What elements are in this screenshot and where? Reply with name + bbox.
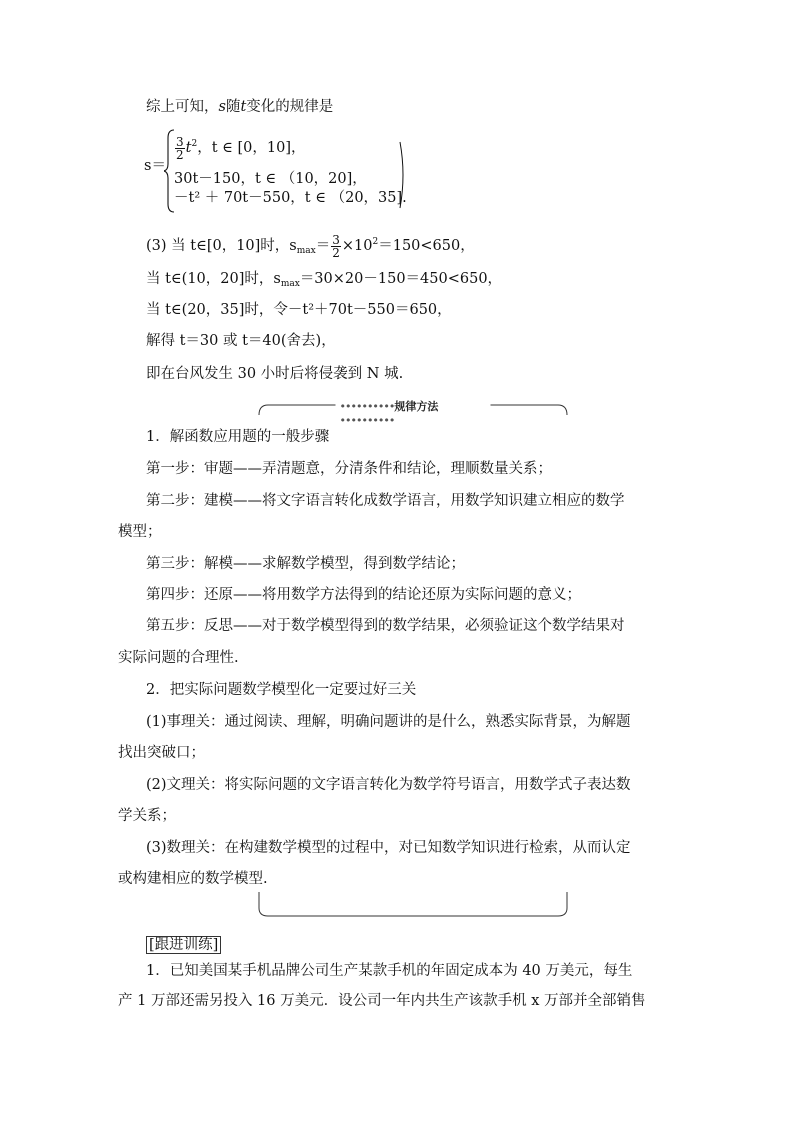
- sol1-frac-num: 3: [332, 232, 340, 247]
- tag-dots-left: ••••••••••: [339, 400, 395, 413]
- method-pass-1b: 找出突破口；: [118, 745, 205, 761]
- method-pass-2a: (2)文理关：将实际问题的文字语言转化为数学符号语言，用数学式子表达数: [146, 777, 631, 793]
- sol1-d: ＝150<650，: [378, 238, 475, 254]
- method-box-tag: [336, 398, 491, 427]
- sol1-fraction: [331, 234, 341, 259]
- solution-line-5: 即在台风发生 30 小时后将侵袭到 N 城.: [146, 366, 404, 382]
- method-box-bottom-border: [258, 890, 568, 918]
- intro-var-t: t: [240, 99, 247, 115]
- sol1-c: ×10: [341, 238, 373, 254]
- solution-line-2: [146, 269, 502, 294]
- sol1-sub: max: [296, 246, 316, 256]
- sol2-sub: max: [280, 279, 300, 289]
- piecewise-frac-num: 3: [176, 134, 184, 149]
- intro-line: [146, 97, 333, 117]
- piecewise-cond-1: ，t ∈ [0，10]，: [197, 140, 306, 156]
- sol1-exp: 2: [372, 237, 379, 247]
- intro-var-s: s: [218, 99, 226, 115]
- sol2-a: 当 t∈(10，20]时，s: [146, 271, 281, 287]
- method-pass-1a: (1)事理关：通过阅读、理解，明确问题讲的是什么，熟悉实际背景，为解题: [146, 714, 631, 730]
- solution-line-4: 解得 t＝30 或 t＝40(舍去)，: [146, 333, 336, 349]
- intro-text-a: 综上可知，: [146, 99, 219, 115]
- method-pass-2b: 学关系；: [118, 808, 176, 824]
- method-step-5b: 实际问题的合理性.: [118, 650, 239, 666]
- piecewise-fraction: [175, 136, 185, 161]
- piecewise-lhs: s＝: [144, 158, 166, 174]
- method-step-4: 第四步：还原——将用数学方法得到的结论还原为实际问题的意义；: [146, 587, 581, 603]
- piecewise-var-t: t: [185, 140, 192, 156]
- piecewise-row-3: －t² ＋ 70t－550，t ∈ （20，35].: [174, 190, 407, 206]
- practice-tag: [146, 935, 221, 955]
- method-box-tag-label: 规律方法: [394, 400, 439, 413]
- sol1-a: (3) 当 t∈[0，10]时，s: [146, 238, 297, 254]
- method-step-5a: 第五步：反思——对于数学模型得到的数学结果，必须验证这个数学结果对: [146, 618, 625, 634]
- method-pass-3b: 或构建相应的数学模型.: [118, 871, 268, 887]
- method-step-2b: 模型；: [118, 524, 162, 540]
- solution-line-3: 当 t∈(20，35]时，令－t²＋70t－550＝650，: [146, 302, 452, 318]
- sol1-frac-den: 2: [332, 245, 340, 260]
- practice-tag-label: [跟进训练]: [146, 936, 221, 954]
- method-box-bottom: [258, 890, 568, 918]
- method-heading-2: 2．把实际问题数学模型化一定要过好三关: [146, 682, 417, 698]
- piecewise-frac-den: 2: [176, 147, 184, 162]
- solution-line-1: [146, 232, 475, 261]
- method-heading-1: 1．解函数应用题的一般步骤: [146, 429, 330, 445]
- method-step-3: 第三步：解模——求解数学模型，得到数学结论；: [146, 556, 465, 572]
- piecewise-exp: 2: [191, 139, 198, 149]
- method-step-2a: 第二步：建模——将文字语言转化成数学语言，用数学知识建立相应的数学: [146, 493, 625, 509]
- piecewise-row-2: 30t－150，t ∈ （10，20]，: [174, 171, 367, 187]
- method-box-top: [258, 400, 568, 427]
- practice-q1-line-1: 1．已知美国某手机品牌公司生产某款手机的年固定成本为 40 万美元，每生: [146, 963, 633, 979]
- sol1-b: ＝: [315, 238, 331, 254]
- tag-dots-right: ••••••••••: [339, 414, 395, 427]
- sol2-b: ＝30×20－150＝450<650，: [299, 271, 503, 287]
- method-pass-3a: (3)数理关：在构建数学模型的过程中，对已知数学知识进行检索，从而认定: [146, 840, 631, 856]
- intro-text-e: 变化的规律是: [246, 99, 334, 115]
- intro-text-c: 随: [225, 99, 241, 115]
- practice-q1-line-2: 产 1 万部还需另投入 16 万美元．设公司一年内共生产该款手机 x 万部并全部销售: [118, 993, 646, 1009]
- method-step-1: 第一步：审题——弄清题意，分清条件和结论，理顺数量关系；: [146, 461, 552, 477]
- piecewise-row-1: [174, 134, 305, 161]
